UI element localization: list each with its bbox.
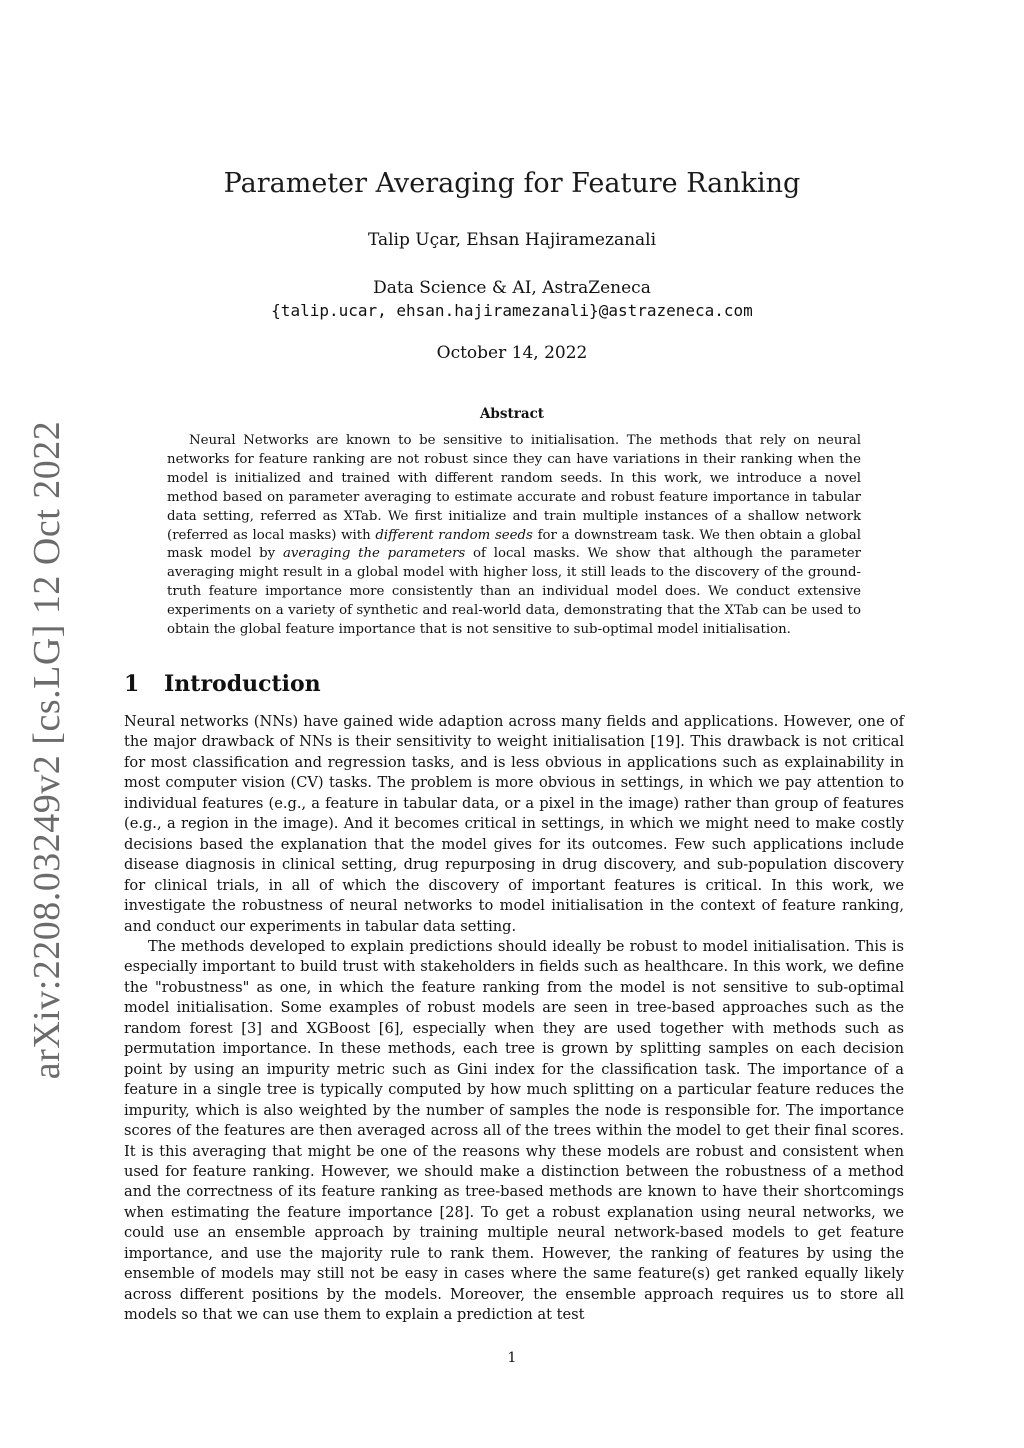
abstract-emphasis-2: averaging the parameters — [282, 546, 466, 562]
section-heading — [124, 671, 321, 697]
paper-date: October 14, 2022 — [436, 343, 588, 363]
abstract-emphasis-1: different random seeds — [375, 527, 533, 543]
abstract-body — [167, 432, 861, 640]
section-title: Introduction — [164, 671, 321, 697]
abstract-text-3: of local masks. We show that although the parameter averaging might result in a global model with higher loss, it still leads to the discovery of the ground-truth feature importance more consistently than an individual model does. We conduct extensive experiments on a variety of synthetic and real-world data, demonstrating that the XTab can be used to obtain the global feature importance that is not sensitive to sub-optimal model initialisation. — [167, 546, 861, 638]
introduction-body — [124, 712, 904, 1326]
abstract-heading: Abstract — [479, 406, 545, 422]
abstract-text-2: for a downstream task. We then obtain a global mask model by — [167, 527, 861, 562]
page-number: 1 — [507, 1350, 517, 1366]
section-number: 1 — [124, 671, 140, 697]
introduction-paragraph-1: Neural networks (NNs) have gained wide adaption across many fields and applications. However, one of the major drawback of NNs is their sensitivity to weight initialisation [19]. This drawback is not critical for most classification and regression tasks, and is less obvious in applications such as explainability in most computer vision (CV) tasks. The problem is more obvious in settings, in which we pay attention to individual features (e.g., a feature in tabular data, or a pixel in the image) rather than group of features (e.g., a region in the image). And it becomes critical in settings, in which we might need to make costly decisions based the explanation that the model gives for its outcomes. Few such applications include disease diagnosis in clinical setting, drug repurposing in drug discovery, and sub-population discovery for clinical trials, in all of which the discovery of important features is critical. In this work, we investigate the robustness of neural networks to model initialisation in the context of feature ranking, and conduct our experiments in tabular data setting. — [124, 713, 904, 935]
paper-title: Parameter Averaging for Feature Ranking — [223, 168, 801, 199]
introduction-paragraph-2: The methods developed to explain predictions should ideally be robust to model initialisation. This is especially important to build trust with stakeholders in fields such as healthcare. In this work, we define the "robustness" as one, in which the feature ranking from the model is not sensitive to sub-optimal model initialisation. Some examples of robust models are seen in tree-based approaches such as the random forest [3] and XGBoost [6], especially when they are used together with methods such as permutation importance. In these methods, each tree is grown by splitting samples on each decision point by using an impurity metric such as Gini index for the classification task. The importance of a feature in a single tree is typically computed by how much splitting on a particular feature reduces the impurity, which is also weighted by the number of samples the node is responsible for. The importance scores of the features are then averaged across all of the trees within the model to get their final scores. It is this averaging that might be one of the reasons why these models are robust and consistent when used for feature ranking. However, we should make a distinction between the robustness of a method and the correctness of its feature ranking as tree-based methods are known to have their shortcomings when estimating the feature importance [28]. To get a robust explanation using neural networks, we could use an ensemble approach by training multiple neural network-based models to get feature importance, and use the majority rule to rank them. However, the ranking of features by using the ensemble of models may still not be easy in cases where the same feature(s) get ranked equally likely across different positions by the models. Moreover, the ensemble approach requires us to store all models so that we can use them to explain a prediction at test — [124, 937, 904, 1324]
author-list: Talip Uçar, Ehsan Hajiramezanali — [367, 230, 657, 250]
author-emails[interactable]: {talip.ucar, ehsan.hajiramezanali}@astrazeneca.com — [271, 301, 753, 320]
abstract-text-1: Neural Networks are known to be sensitive to initialisation. The methods that rely on neural networks for feature ranking are not robust since they can have variations in their ranking when the model is initialized and trained with different random seeds. In this work, we introduce a novel method based on parameter averaging to estimate accurate and robust feature importance in tabular data setting, referred as XTab. We first initialize and train multiple instances of a shallow network (referred as local masks) with — [167, 433, 861, 543]
arxiv-identifier-stamp[interactable]: arXiv:2208.03249v2 [cs.LG] 12 Oct 2022 — [26, 420, 68, 1080]
author-affiliation: Data Science & AI, AstraZeneca — [373, 278, 651, 298]
